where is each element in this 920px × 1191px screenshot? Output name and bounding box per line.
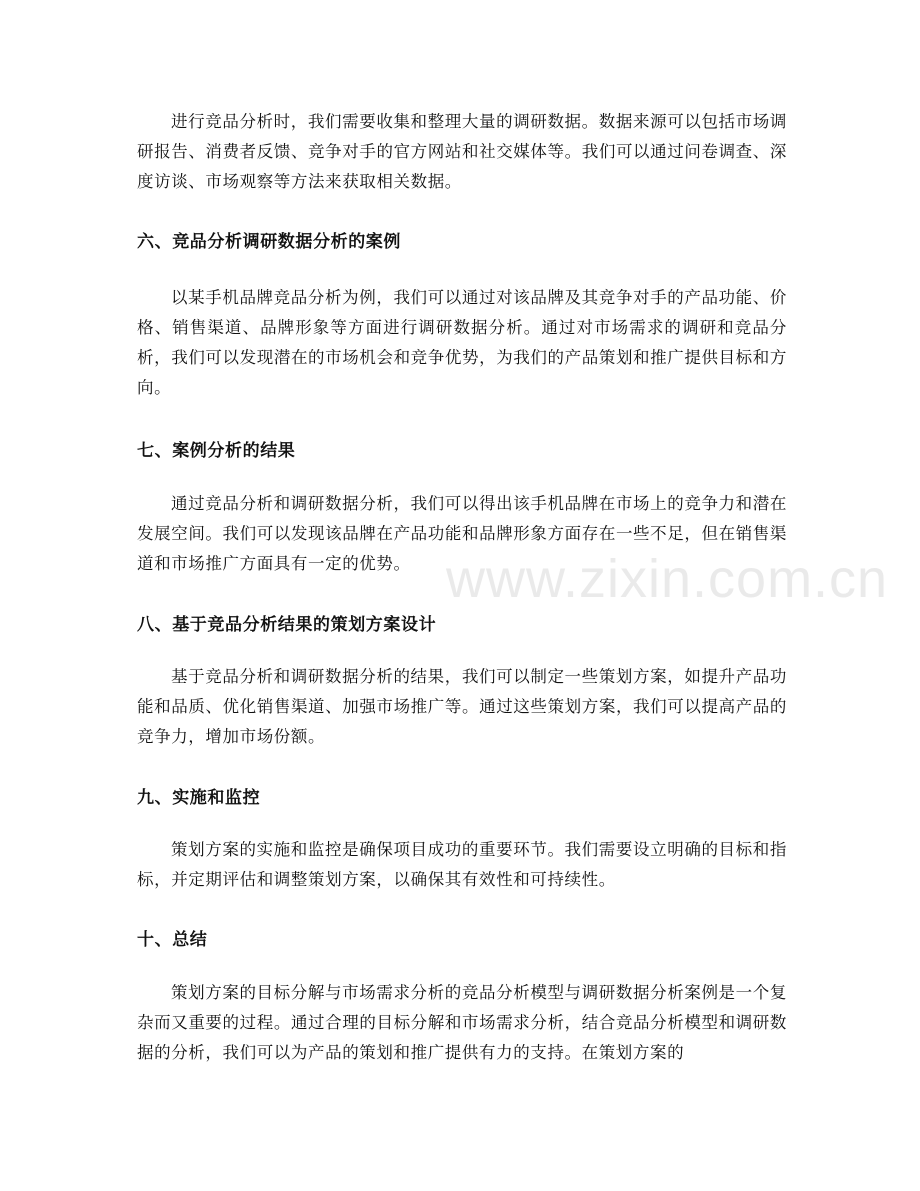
paragraph-case-example [137, 283, 787, 403]
paragraph-summary [137, 978, 787, 1068]
heading-text: 九、实施和监控 [137, 788, 261, 808]
paragraph-text: 以某手机品牌竞品分析为例，我们可以通过对该品牌及其竞争对手的产品功能、价格、销售渠道、品牌形象等方面进行调研数据分析。通过对市场需求的调研和竞品分析，我们可以发现潜在的市场机会和竞争优势，为我们的产品策划和推广提供目标和方向。 [137, 288, 787, 397]
heading-text: 十、总结 [137, 930, 208, 950]
section-heading-10 [137, 925, 787, 955]
watermark: www.zixin.com.cn [446, 549, 889, 609]
paragraph-data-collection [137, 107, 787, 197]
paragraph-plan-design [137, 662, 787, 752]
paragraph-text: 进行竞品分析时，我们需要收集和整理大量的调研数据。数据来源可以包括市场调研报告、消费者反馈、竞争对手的官方网站和社交媒体等。我们可以通过问卷调查、深度访谈、市场观察等方法来获取相关数据。 [137, 112, 787, 191]
paragraph-case-result [137, 489, 787, 579]
section-heading-6 [137, 227, 787, 257]
section-heading-8 [137, 610, 787, 640]
paragraph-text: 基于竞品分析和调研数据分析的结果，我们可以制定一些策划方案，如提升产品功能和品质、优化销售渠道、加强市场推广等。通过这些策划方案，我们可以提高产品的竞争力，增加市场份额。 [137, 667, 787, 746]
heading-text: 七、案例分析的结果 [137, 441, 296, 461]
paragraph-implementation [137, 835, 787, 895]
paragraph-text: 通过竞品分析和调研数据分析，我们可以得出该手机品牌在市场上的竞争力和潜在发展空间。我们可以发现该品牌在产品功能和品牌形象方面存在一些不足，但在销售渠道和市场推广方面具有一定的优势。 [137, 494, 787, 573]
paragraph-text: 策划方案的实施和监控是确保项目成功的重要环节。我们需要设立明确的目标和指标，并定期评估和调整策划方案，以确保其有效性和可持续性。 [137, 840, 787, 889]
section-heading-9 [137, 783, 787, 813]
heading-text: 八、基于竞品分析结果的策划方案设计 [137, 615, 437, 635]
section-heading-7 [137, 436, 787, 466]
paragraph-text: 策划方案的目标分解与市场需求分析的竞品分析模型与调研数据分析案例是一个复杂而又重要的过程。通过合理的目标分解和市场需求分析，结合竞品分析模型和调研数据的分析，我们可以为产品的策划和推广提供有力的支持。在策划方案的 [137, 983, 787, 1062]
heading-text: 六、竞品分析调研数据分析的案例 [137, 232, 401, 252]
